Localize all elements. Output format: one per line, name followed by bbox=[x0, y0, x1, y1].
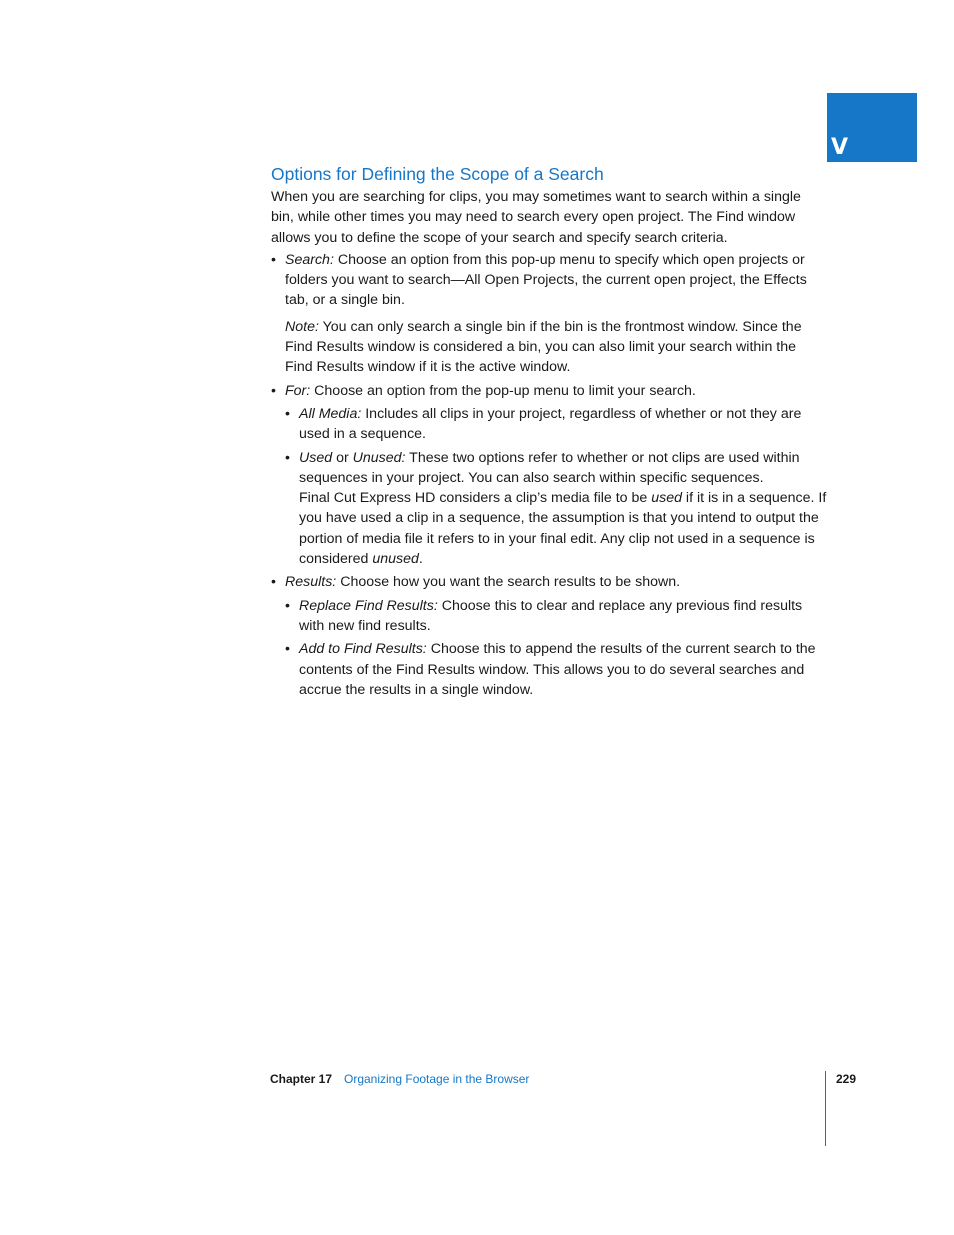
add-term: Add to Find Results: bbox=[299, 641, 427, 658]
list-item-results bbox=[271, 572, 827, 700]
used-paragraph-2: Final Cut Express HD considers a clip’s media file to be used if it is in a sequence. If you have used a clip in a sequence, the assumption is that you intend to output the portion of media file it refers to in your final edit. Any clip not used in a sequence is considered unused. bbox=[299, 490, 827, 568]
replace-description: Choose this to clear and replace any previous find results with new find results. bbox=[299, 597, 803, 634]
add-description: Choose this to append the results of the current search to the contents of the Find Results window. This allows you to do several searches and accrue the results in a single window. bbox=[299, 641, 816, 698]
used-term: Used bbox=[299, 449, 333, 466]
list-item-used-unused bbox=[285, 448, 827, 570]
footer-chapter-title: Organizing Footage in the Browser bbox=[344, 1072, 530, 1086]
for-description: Choose an option from the pop-up menu to limit your search. bbox=[310, 382, 696, 399]
note-term: Note: bbox=[285, 318, 319, 335]
search-term: Search: bbox=[285, 251, 334, 268]
list-item-all-media bbox=[285, 404, 827, 445]
search-description: Choose an option from this pop-up menu to specify which open projects or folders you want to search—All Open Projects, the current open project, the Effects tab, or a single bin. bbox=[285, 251, 807, 309]
unused-term: Unused: bbox=[352, 449, 406, 466]
page-number: 229 bbox=[836, 1072, 857, 1086]
part-tab bbox=[827, 93, 917, 162]
footer-chapter: Chapter 17 bbox=[270, 1072, 333, 1086]
search-paragraph bbox=[285, 250, 827, 311]
option-list bbox=[271, 250, 827, 700]
replace-term: Replace Find Results: bbox=[299, 597, 438, 614]
results-description: Choose how you want the search results to be shown. bbox=[336, 574, 681, 591]
part-tab-label: V bbox=[831, 135, 849, 160]
list-item-search bbox=[271, 250, 827, 378]
main-content bbox=[271, 162, 827, 700]
all-media-term: All Media: bbox=[299, 405, 362, 422]
results-paragraph bbox=[285, 572, 827, 592]
list-item-add-to-find-results bbox=[285, 639, 827, 700]
section-heading: Options for Defining the Scope of a Search bbox=[271, 164, 604, 184]
note-paragraph bbox=[285, 317, 827, 378]
for-term: For: bbox=[285, 382, 311, 399]
footer-rule bbox=[825, 1071, 826, 1146]
for-sublist bbox=[285, 404, 827, 569]
list-item-replace-find-results bbox=[285, 596, 827, 637]
list-item-for bbox=[271, 381, 827, 570]
note-text: You can only search a single bin if the bin is the frontmost window. Since the Find Results window is considered a bin, you can also limit your search within the Find Results window if it is the active window. bbox=[285, 318, 802, 376]
used-description: These two options refer to whether or not clips are used within sequences in your project. You can also search within specific sequences. bbox=[299, 449, 800, 486]
used-or: or bbox=[332, 449, 353, 466]
intro-paragraph: When you are searching for clips, you may sometimes want to search within a single bin, while other times you may need to search every open project. The Find window allows you to define the scope of your search and specify search criteria. bbox=[271, 189, 801, 246]
all-media-description: Includes all clips in your project, regardless of whether or not they are used in a sequence. bbox=[299, 405, 802, 443]
for-paragraph bbox=[285, 381, 827, 401]
results-sublist bbox=[285, 596, 827, 700]
results-term: Results: bbox=[285, 574, 337, 591]
